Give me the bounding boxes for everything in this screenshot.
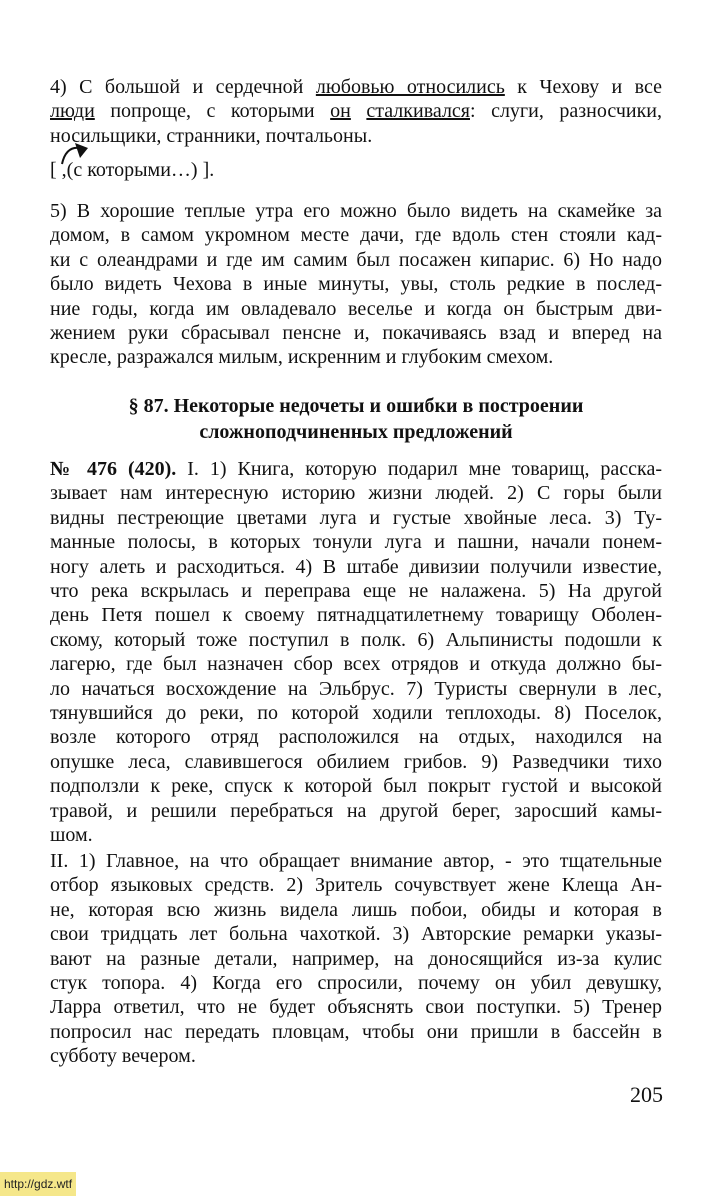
text-segment: ло начаться восхождение на Эльбрус. 7) Туристы свернули в лес,: [50, 677, 662, 700]
text-segment: было видеть Чехова в иные минуты, увы, столь редкие в послед-: [50, 273, 662, 296]
text-line: [50, 701, 662, 725]
text-segment: 5) В хорошие теплые утра его можно было видеть на скамейке за: [50, 200, 662, 222]
text-line: [50, 158, 662, 182]
section-heading: [50, 393, 662, 445]
text-segment: видны пестреющие цветами луга и густые хвойные леса. 3) Ту-: [50, 506, 662, 529]
text-segment: свои тридцать лет больна чахоткой. 3) Авторские ремарки указы-: [50, 923, 662, 946]
text-segment: попросил нас передать пловцам, чтобы они пришли в бассейн в: [50, 1020, 662, 1043]
text-line: [50, 579, 662, 603]
text-segment: : слуги, разносчики,: [470, 100, 662, 123]
text-segment: домом, в самом укромном месте дачи, где вдоль стен стояли кад-: [50, 224, 662, 247]
text-segment: ки с олеандрами и где им самим был посажен кипарис. 6) Но надо: [50, 248, 662, 271]
text-line: [50, 652, 662, 676]
text-line: [50, 922, 662, 946]
text-line: [50, 628, 662, 652]
text-line: [50, 823, 662, 847]
text-line: [50, 124, 662, 148]
text-segment: попроще, с которыми: [94, 100, 331, 123]
text-segment: зывает нам интересную историю жизни людей. 2) С горы были: [50, 482, 662, 505]
text-line: [50, 725, 662, 749]
paragraph-4: [50, 75, 662, 148]
text-segment: жением руки сбрасывал пенсне и, покачиваясь взад и вперед на: [50, 322, 662, 345]
text-line: [50, 481, 662, 505]
text-line: [50, 603, 662, 627]
text-line: [50, 799, 662, 823]
text-segment: ногу алеть и расходиться. 4) В штабе дивизии получили известие,: [50, 555, 662, 578]
text-segment: ние годы, когда им овладевало веселье и когда он быстрым дви-: [50, 297, 662, 320]
text-line: [50, 272, 662, 296]
text-line: [50, 995, 662, 1019]
text-segment: [351, 100, 367, 122]
paragraph-5: [50, 199, 662, 370]
text-segment: не, которая всю жизнь видела лишь побои, обиды и которая в: [50, 898, 662, 921]
text-line: [50, 750, 662, 774]
sentence-scheme: [50, 158, 662, 182]
exercise-476-part2: [50, 849, 662, 1069]
text-segment: шом.: [50, 824, 93, 847]
text-line: [50, 1044, 662, 1068]
text-segment: I. 1) Книга, которую подарил мне товарищ, расска-: [176, 458, 663, 480]
text-segment: № 476 (420).: [50, 458, 177, 480]
text-line: [50, 321, 662, 345]
text-line: [50, 530, 662, 554]
text-line: [50, 774, 662, 798]
text-segment: день Петя пошел к своему пятнадцатилетнему товарищу Оболен-: [50, 604, 662, 627]
page-number: 205: [630, 1082, 663, 1107]
text-line: [50, 971, 662, 995]
text-segment: сложноподчиненных предложений: [199, 421, 513, 443]
text-line: [50, 849, 662, 873]
text-line: [50, 199, 662, 223]
footer-link[interactable]: http://gdz.wtf: [0, 1172, 76, 1196]
text-segment: скому, который тоже поступил в полк. 6) Альпинисты подошли к: [50, 628, 662, 651]
text-segment: опушке леса, славившегося обилием грибов. 9) Разведчики тихо: [50, 750, 662, 773]
text-line: [50, 99, 662, 123]
text-segment: носильщики, странники, почтальоны.: [50, 124, 373, 147]
text-line: [50, 457, 662, 481]
underlined-word: люди: [50, 100, 95, 123]
text-segment: возле которого отряд расположился на отдых, находился на: [50, 726, 662, 749]
text-line: [50, 393, 662, 419]
text-line: [50, 947, 662, 971]
text-line: [50, 506, 662, 530]
text-segment: отбор языковых средств. 2) Зритель сочувствует жене Клеща Ан-: [50, 874, 662, 897]
text-line: [50, 677, 662, 701]
text-segment: § 87. Некоторые недочеты и ошибки в построении: [128, 395, 584, 417]
text-segment: Ларра ответил, что не будет объяснять свои поступки. 5) Тренер: [50, 996, 662, 1019]
text-segment: что река вскрылась и переправа еще не налажена. 5) На другой: [50, 580, 662, 603]
text-line: [50, 419, 662, 445]
text-line: [50, 1020, 662, 1044]
text-line: [50, 223, 662, 247]
text-segment: вают на разные детали, например, на доносящийся из-за кулис: [50, 947, 662, 970]
text-segment: стук топора. 4) Когда его спросили, почему он убил девушку,: [50, 972, 662, 995]
text-line: [50, 248, 662, 272]
text-segment: II. 1) Главное, на что обращает внимание автор, - это тщательные: [50, 850, 662, 872]
underlined-word: любовью относились: [315, 76, 505, 98]
text-segment: [ ,(с которыми…) ].: [50, 159, 215, 181]
text-segment: к Чехову и все: [504, 76, 663, 98]
text-segment: 4) С большой и сердечной: [50, 76, 316, 98]
exercise-476-part1: [50, 457, 662, 848]
underlined-word: сталкивался: [366, 100, 470, 123]
text-line: [50, 345, 662, 369]
text-line: [50, 873, 662, 897]
underlined-word: он: [330, 100, 351, 123]
text-segment: травой, и решили перебраться на другой берег, заросший камы-: [50, 799, 662, 822]
text-line: [50, 297, 662, 321]
text-line: [50, 75, 662, 99]
text-segment: кресле, разражался милым, искренним и глубоким смехом.: [50, 346, 554, 369]
text-segment: подползли к реке, спуск к которой был покрыт густой и высокой: [50, 775, 662, 798]
text-segment: тянувшийся до реки, по которой ходили теплоходы. 8) Поселок,: [50, 702, 662, 725]
text-line: [50, 898, 662, 922]
text-segment: манные полосы, в которых тонули луга и пашни, начали понем-: [50, 531, 662, 554]
text-segment: субботу вечером.: [50, 1045, 196, 1068]
text-segment: лагерю, где был назначен сбор всех отрядов и откуда должно бы-: [50, 653, 662, 676]
text-line: [50, 555, 662, 579]
